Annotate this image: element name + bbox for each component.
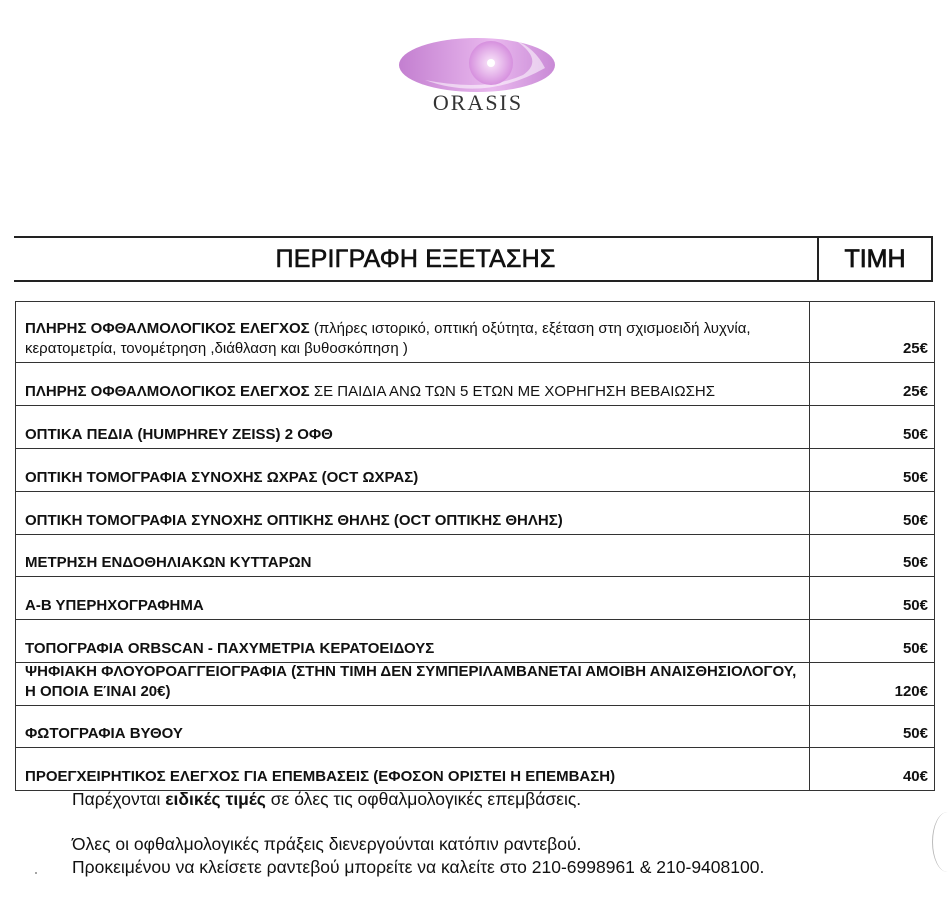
exam-price: 50€: [902, 426, 928, 443]
exam-description: [16, 492, 810, 534]
exam-name: ΠΛΗΡΗΣ ΟΦΘΑΛΜΟΛΟΓΙΚΟΣ ΕΛΕΓΧΟΣ: [25, 320, 310, 337]
table-row: [16, 620, 934, 663]
header-price: ΤΙΜΗ: [844, 244, 906, 273]
note-emphasis: ειδικές τιμές: [165, 789, 266, 809]
table-row: [16, 449, 934, 492]
exam-price: 50€: [902, 597, 928, 614]
logo-text: ORASIS: [432, 90, 524, 115]
exam-name: ΠΡΟΕΓΧΕΙΡΗΤΙΚΟΣ ΕΛΕΓΧΟΣ ΓΙΑ ΕΠΕΜΒΑΣΕΙΣ (ΕΦΟΣΟΝ ΟΡΙΣΤΕΙ Η ΕΠΕΜΒΑΣΗ): [25, 768, 616, 785]
scan-speck: [35, 872, 37, 874]
exam-description: [16, 577, 810, 619]
table-row: [16, 535, 934, 577]
exam-description: [16, 620, 810, 662]
special-prices-note: [72, 788, 764, 811]
exam-name: ΦΩΤΟΓΡΑΦΙΑ ΒΥΘΟΥ: [25, 725, 183, 742]
table-row: [16, 363, 934, 406]
exam-name: ΤΟΠΟΓΡΑΦΙΑ ORBSCAN - ΠΑΧΥΜΕΤΡΙΑ ΚΕΡΑΤΟΕΙΔΟΥΣ: [25, 640, 435, 657]
table-row: [16, 706, 934, 748]
header-description: ΠΕΡΙΓΡΑΦΗ ΕΞΕΤΑΣΗΣ: [14, 238, 819, 280]
exam-description: [16, 535, 810, 576]
note-text: Παρέχονται: [72, 789, 166, 809]
exam-description: [16, 748, 810, 790]
orasis-logo: [395, 30, 565, 115]
exam-price: 50€: [902, 469, 928, 486]
table-row: [16, 302, 934, 363]
note-text: σε όλες τις οφθαλμολογικές επεμβάσεις.: [265, 789, 582, 809]
table-header: [14, 236, 933, 282]
exam-name: ΨΗΦΙΑΚΗ ΦΛΟΥΟΡΟΑΓΓΕΙΟΓΡΑΦΙΑ (ΣΤΗΝ ΤΙΜΗ ΔΕΝ ΣΥΜΠΕΡΙΛΑΜΒΑΝΕΤΑΙ ΑΜΟΙΒΗ ΑΝΑΙΣΘΗΣΙΟΛΟΓΟΥ, Η ΟΠΟΙΑ ΕΊΝΑΙ 20€): [25, 663, 797, 700]
exam-description: [16, 663, 810, 705]
exam-price: 40€: [902, 768, 928, 785]
exam-price: 120€: [894, 683, 928, 700]
exam-description: [16, 406, 810, 448]
exam-name: ΟΠΤΙΚΑ ΠΕΔΙΑ (HUMPHREY ZEISS) 2 ΟΦΘ: [25, 426, 333, 443]
exam-price: 50€: [902, 554, 928, 571]
table-row: [16, 748, 934, 790]
exam-name: ΠΛΗΡΗΣ ΟΦΘΑΛΜΟΛΟΓΙΚΟΣ ΕΛΕΓΧΟΣ: [25, 383, 310, 400]
exam-price: 25€: [902, 383, 928, 400]
exam-description: [16, 449, 810, 491]
exam-price: 50€: [902, 640, 928, 657]
table-row: [16, 492, 934, 535]
appointment-note: Όλες οι οφθαλμολογικές πράξεις διενεργούνται κατόπιν ραντεβού.: [72, 834, 582, 854]
price-table: [15, 301, 935, 791]
table-row: [16, 577, 934, 620]
exam-name: Α-Β ΥΠΕΡΗΧΟΓΡΑΦΗΜΑ: [25, 597, 204, 614]
exam-description: [16, 706, 810, 747]
scan-edge-mark: [932, 812, 949, 872]
table-row: [16, 663, 934, 706]
exam-description: [16, 302, 810, 362]
exam-name: ΟΠΤΙΚΗ ΤΟΜΟΓΡΑΦΙΑ ΣΥΝΟΧΗΣ ΩΧΡΑΣ (OCT ΩΧΡΑΣ): [25, 469, 419, 486]
notes: [72, 788, 764, 879]
table-row: [16, 406, 934, 449]
exam-price: 50€: [902, 725, 928, 742]
exam-details: (πλήρες ιστορικό, οπτική οξύτητα, εξέταση στη σχισμοειδή λυχνία, κερατομετρία, τονομέτρηση ,διάθλαση και βυθοσκόπηση ): [25, 320, 751, 357]
phone-note: Προκειμένου να κλείσετε ραντεβού μπορείτε να καλείτε στο 210-6998961 & 210-9408100.: [72, 857, 765, 877]
exam-name: ΟΠΤΙΚΗ ΤΟΜΟΓΡΑΦΙΑ ΣΥΝΟΧΗΣ ΟΠΤΙΚΗΣ ΘΗΛΗΣ (OCT ΟΠΤΙΚΗΣ ΘΗΛΗΣ): [25, 512, 563, 529]
exam-price: 25€: [902, 340, 928, 357]
exam-price: 50€: [902, 512, 928, 529]
exam-details: ΣΕ ΠΑΙΔΙΑ ΑΝΩ ΤΩΝ 5 ΕΤΩΝ ΜΕ ΧΟΡΗΓΗΣΗ ΒΕΒΑΙΩΣΗΣ: [309, 383, 715, 400]
exam-name: ΜΕΤΡΗΣΗ ΕΝΔΟΘΗΛΙΑΚΩΝ ΚΥΤΤΑΡΩΝ: [25, 554, 312, 571]
exam-description: [16, 363, 810, 405]
